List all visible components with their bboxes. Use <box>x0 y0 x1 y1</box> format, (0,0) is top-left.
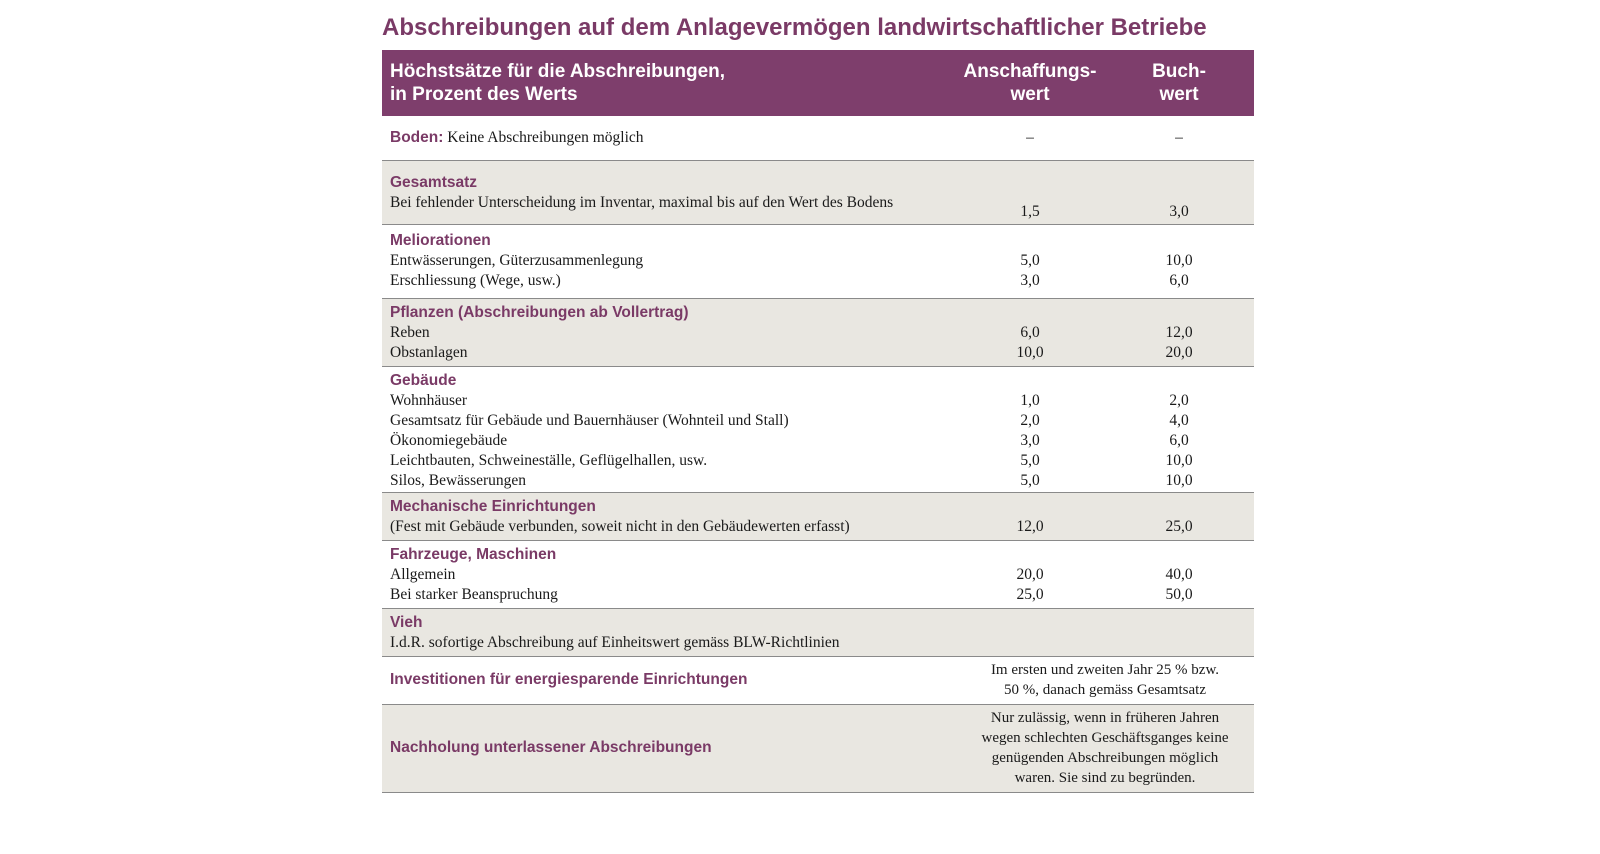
gebaeude-row-label: Leichtbauten, Schweineställe, Geflügelhallen, usw. <box>390 451 708 469</box>
gesamtsatz-text: Bei fehlender Unterscheidung im Inventar, maximal bis auf den Wert des Bodens <box>390 193 894 211</box>
table-header-row <box>382 50 1254 116</box>
value-cell: 10,0 <box>1165 451 1193 469</box>
value-cell: 2,0 <box>1020 411 1040 429</box>
gebaeude-row-label: Wohnhäuser <box>390 391 468 409</box>
gesamtsatz-anschaffungswert: 1,5 <box>956 160 1104 224</box>
value-cell: 5,0 <box>1020 451 1040 469</box>
pflanzen-buchwert <box>1104 298 1254 366</box>
header-label-line2: in Prozent des Werts <box>390 84 578 105</box>
header-label-line1: Höchstsätze für die Abschreibungen, <box>390 61 726 82</box>
energie-note-line1: Im ersten und zweiten Jahr 25 % bzw. <box>990 662 1220 678</box>
nachholung-note-line4: waren. Sie sind zu begründen. <box>1014 770 1196 786</box>
fahrzeuge-buchwert <box>1104 540 1254 608</box>
header-label <box>382 50 956 116</box>
fahrzeuge-row-label: Bei starker Beanspruchung <box>390 585 558 603</box>
row-gesamtsatz <box>382 160 1254 224</box>
value-cell: 12,0 <box>1165 323 1193 341</box>
mechanisch-label-cell <box>382 492 956 540</box>
value-cell: 10,0 <box>1165 251 1193 269</box>
boden-heading: Boden: <box>390 128 444 146</box>
table-container <box>382 0 1254 793</box>
value-cell: 40,0 <box>1165 565 1193 583</box>
pflanzen-row-label: Reben <box>390 323 430 341</box>
gebaeude-label-cell <box>382 366 956 492</box>
fahrzeuge-row-label: Allgemein <box>390 565 456 583</box>
header-col3-line2: wert <box>1159 84 1199 105</box>
row-pflanzen <box>382 298 1254 366</box>
depreciation-table <box>382 50 1254 793</box>
energie-label-cell <box>382 656 956 704</box>
meliorationen-anschaffungswert <box>956 224 1104 298</box>
header-col3-line1: Buch- <box>1152 61 1206 82</box>
row-gebaeude <box>382 366 1254 492</box>
pflanzen-label-cell <box>382 298 956 366</box>
gesamtsatz-buchwert: 3,0 <box>1104 160 1254 224</box>
mechanisch-buchwert <box>1104 492 1254 540</box>
energie-note <box>956 656 1254 704</box>
gesamtsatz-heading: Gesamtsatz <box>390 173 478 191</box>
mechanisch-heading: Mechanische Einrichtungen <box>390 497 596 515</box>
value-cell: 10,0 <box>1165 471 1193 489</box>
row-meliorationen <box>382 224 1254 298</box>
pflanzen-heading: Pflanzen (Abschreibungen ab Vollertrag) <box>390 303 689 321</box>
meliorationen-label-cell <box>382 224 956 298</box>
gebaeude-row-label: Ökonomiegebäude <box>390 431 508 449</box>
value-cell: 1,0 <box>1020 391 1040 409</box>
energie-heading: Investitionen für energiesparende Einrichtungen <box>390 671 748 688</box>
meliorationen-row-label: Entwässerungen, Güterzusammenlegung <box>390 251 644 269</box>
energie-note-line2: 50 %, danach gemäss Gesamtsatz <box>1003 682 1207 698</box>
row-nachholung <box>382 704 1254 792</box>
fahrzeuge-heading: Fahrzeuge, Maschinen <box>390 545 557 563</box>
nachholung-note-line1: Nur zulässig, wenn in früheren Jahren <box>990 710 1220 726</box>
gebaeude-buchwert <box>1104 366 1254 492</box>
mechanisch-anschaffungswert <box>956 492 1104 540</box>
nachholung-note-line2: wegen schlechten Geschäftsganges keine <box>981 730 1229 746</box>
nachholung-heading: Nachholung unterlassener Abschreibungen <box>390 739 712 756</box>
value-cell: 25,0 <box>1016 585 1044 603</box>
boden-text: Keine Abschreibungen möglich <box>447 128 644 146</box>
vieh-label-cell <box>382 608 1254 656</box>
value-cell: 5,0 <box>1020 471 1040 489</box>
header-anschaffungswert <box>956 50 1104 116</box>
meliorationen-heading: Meliorationen <box>390 231 491 249</box>
row-boden <box>382 116 1254 160</box>
value-cell: 20,0 <box>1165 343 1193 361</box>
meliorationen-row-label: Erschliessung (Wege, usw.) <box>390 271 561 289</box>
boden-buchwert: – <box>1175 128 1183 146</box>
vieh-heading: Vieh <box>390 613 423 631</box>
value-cell: 2,0 <box>1169 391 1189 409</box>
header-col2-line2: wert <box>1010 84 1050 105</box>
value-cell: 12,0 <box>1016 517 1044 535</box>
vieh-text: I.d.R. sofortige Abschreibung auf Einheitswert gemäss BLW-Richtlinien <box>390 633 840 651</box>
nachholung-note <box>956 704 1254 792</box>
value-cell: 6,0 <box>1020 323 1040 341</box>
value-cell: 6,0 <box>1169 431 1189 449</box>
gebaeude-heading: Gebäude <box>390 371 457 389</box>
nachholung-label-cell <box>382 704 956 792</box>
gebaeude-row-label: Silos, Bewässerungen <box>390 471 527 489</box>
pflanzen-row-label: Obstanlagen <box>390 343 468 361</box>
row-fahrzeuge <box>382 540 1254 608</box>
fahrzeuge-label-cell <box>382 540 956 608</box>
page-title: Abschreibungen auf dem Anlagevermögen landwirtschaftlicher Betriebe <box>382 14 1207 41</box>
gebaeude-anschaffungswert <box>956 366 1104 492</box>
row-energiesparend <box>382 656 1254 704</box>
value-cell: 3,0 <box>1020 271 1040 289</box>
value-cell: 3,0 <box>1020 431 1040 449</box>
value-cell: 5,0 <box>1020 251 1040 269</box>
row-mechanische-einrichtungen <box>382 492 1254 540</box>
header-col2-line1: Anschaffungs- <box>963 61 1097 82</box>
fahrzeuge-anschaffungswert <box>956 540 1104 608</box>
meliorationen-buchwert <box>1104 224 1254 298</box>
mechanisch-text: (Fest mit Gebäude verbunden, soweit nicht in den Gebäudewerten erfasst) <box>390 517 850 535</box>
value-cell: 4,0 <box>1169 411 1189 429</box>
row-vieh <box>382 608 1254 656</box>
value-cell: 50,0 <box>1165 585 1193 603</box>
boden-anschaffungswert: – <box>1026 128 1034 146</box>
value-cell: 6,0 <box>1169 271 1189 289</box>
value-cell: 10,0 <box>1016 343 1044 361</box>
gebaeude-row-label: Gesamtsatz für Gebäude und Bauernhäuser (Wohnteil und Stall) <box>390 411 789 429</box>
value-cell: 25,0 <box>1165 517 1193 535</box>
header-buchwert <box>1104 50 1254 116</box>
gesamtsatz-label-cell <box>382 160 956 224</box>
pflanzen-anschaffungswert <box>956 298 1104 366</box>
nachholung-note-line3: genügenden Abschreibungen möglich <box>991 750 1219 766</box>
boden-label-cell <box>382 116 956 160</box>
value-cell: 20,0 <box>1016 565 1044 583</box>
